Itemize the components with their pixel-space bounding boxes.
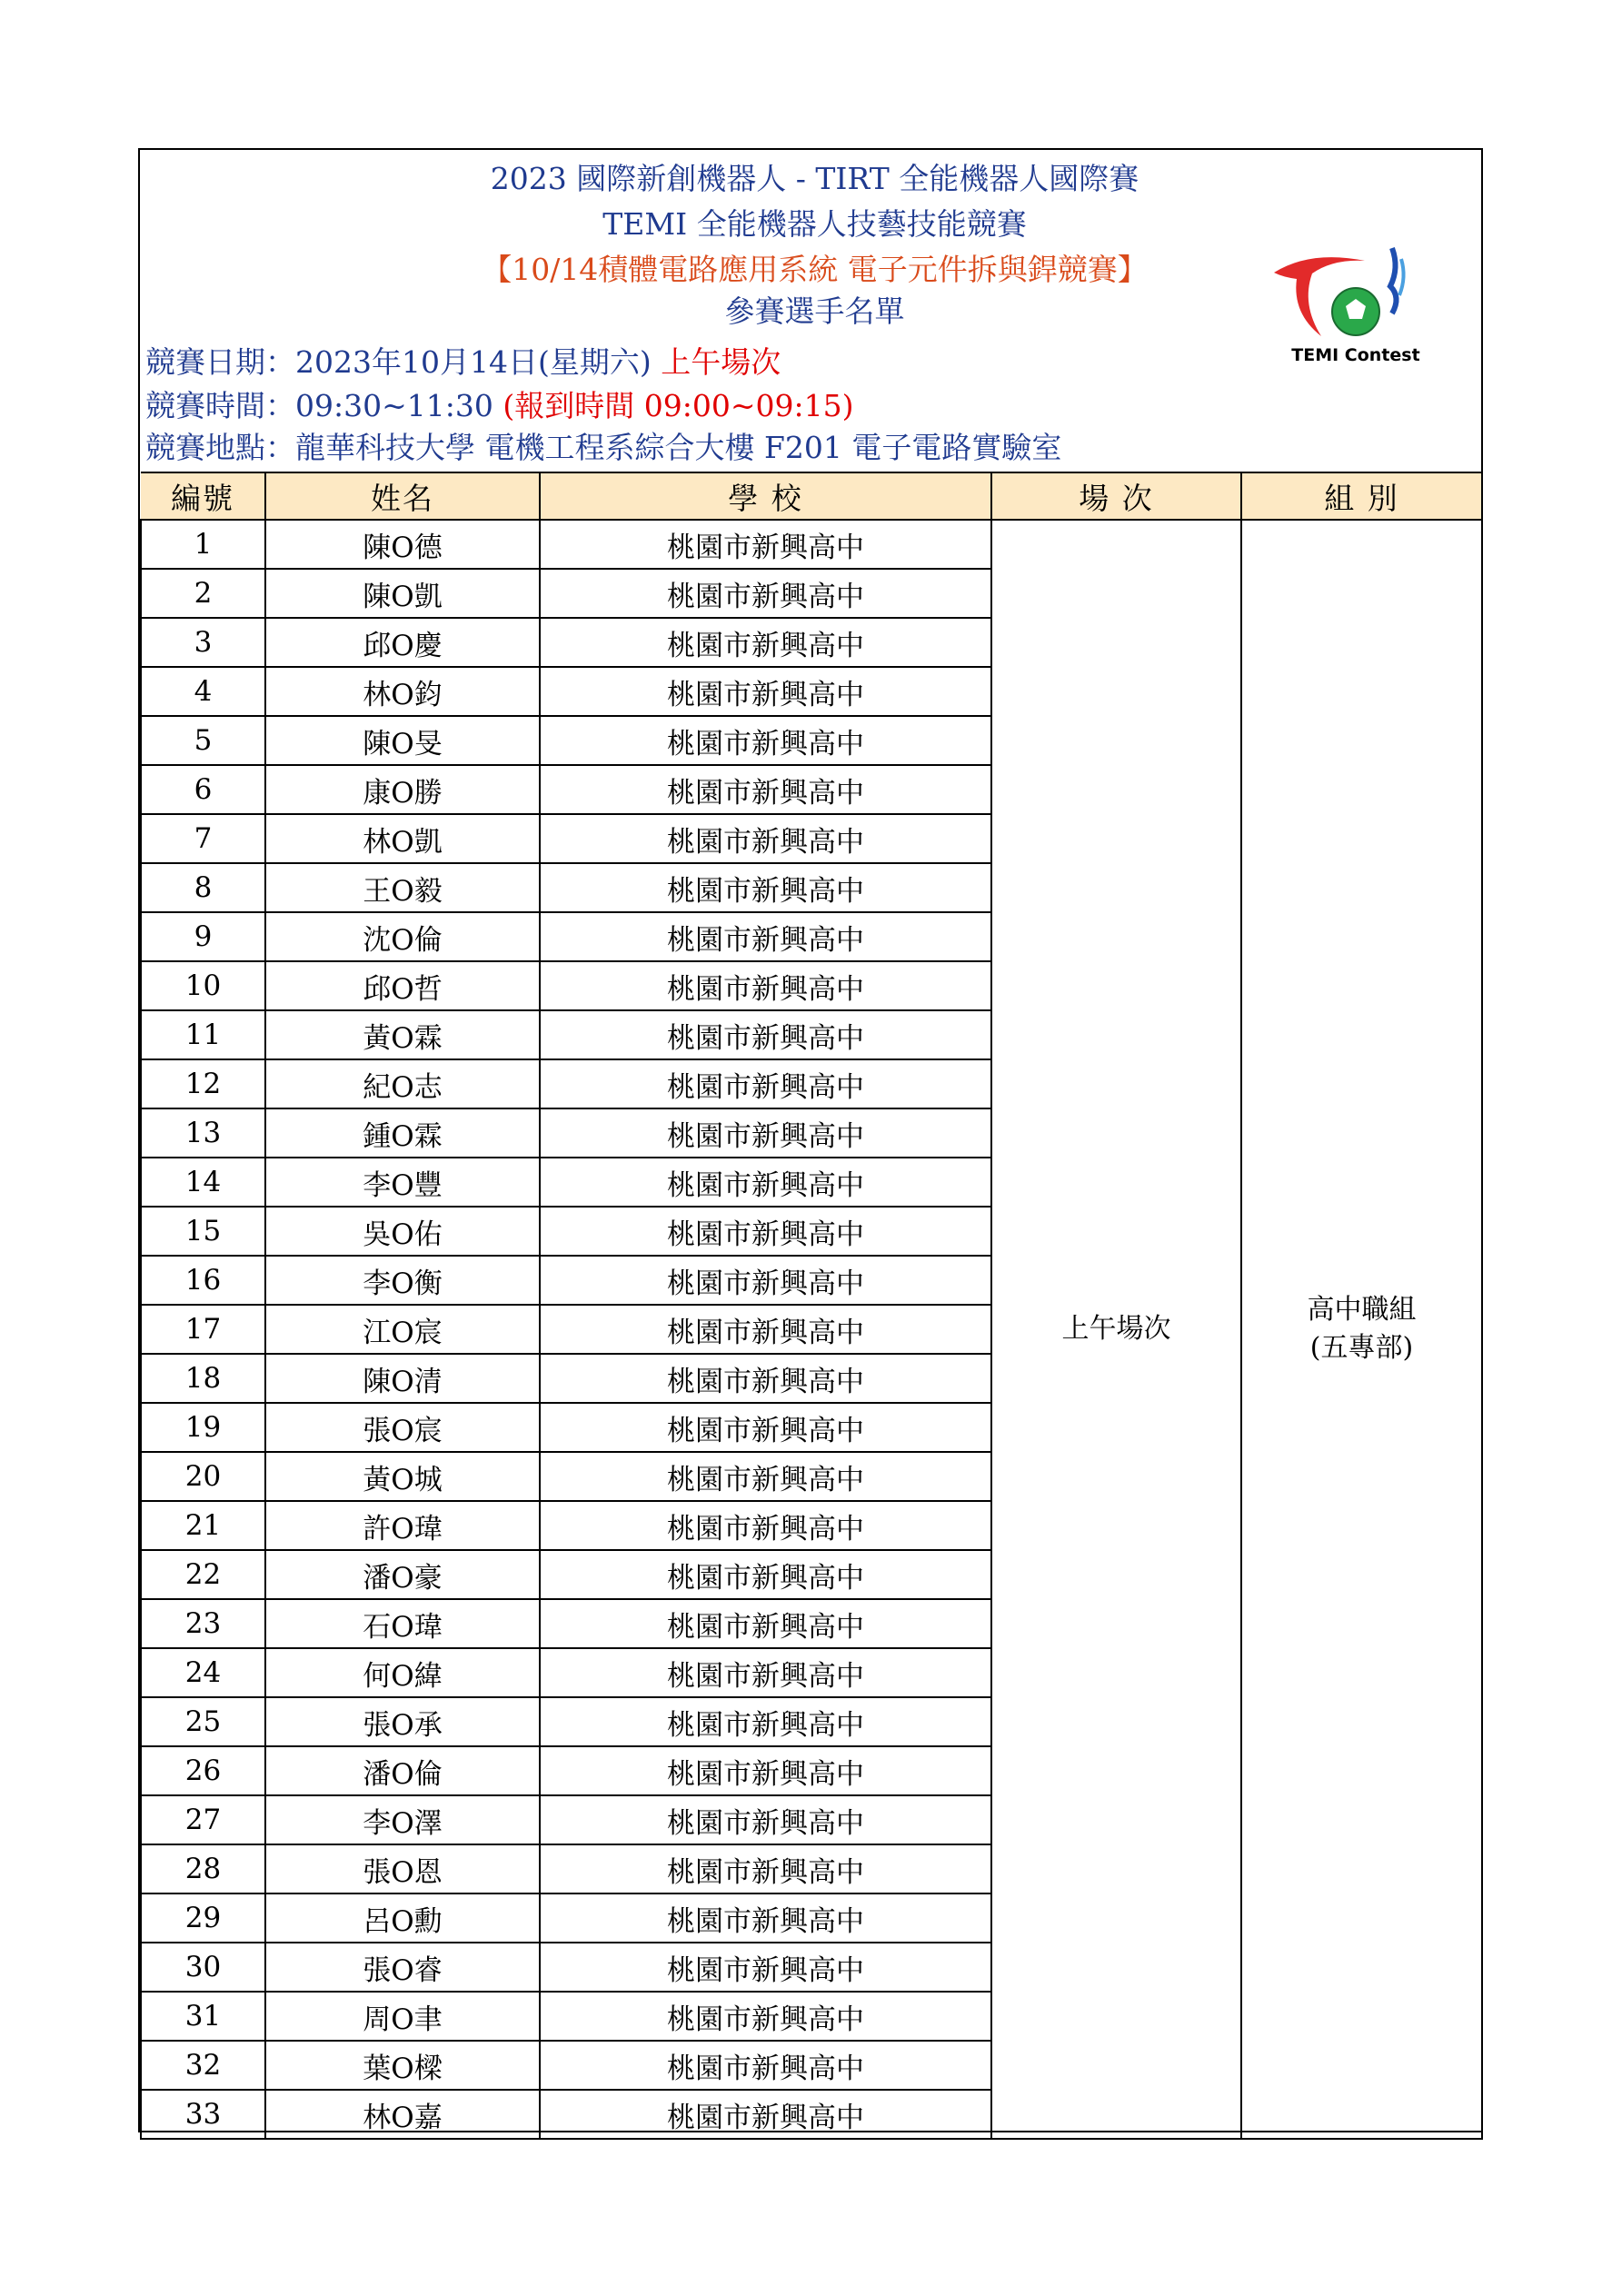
cell-school: 桃園市新興高中 bbox=[540, 618, 991, 667]
cell-school: 桃園市新興高中 bbox=[540, 1305, 991, 1354]
cell-no: 17 bbox=[141, 1305, 265, 1354]
cell-no: 1 bbox=[141, 520, 265, 569]
cell-no: 25 bbox=[141, 1697, 265, 1746]
date-label: 競賽日期：2023年10月14日(星期六) bbox=[145, 344, 652, 380]
cell-no: 29 bbox=[141, 1893, 265, 1943]
cell-school: 桃園市新興高中 bbox=[540, 1992, 991, 2041]
competition-time bbox=[145, 383, 853, 425]
cell-name: 鍾O霖 bbox=[265, 1108, 540, 1158]
header-session: 場 次 bbox=[991, 472, 1241, 520]
cell-name: 潘O倫 bbox=[265, 1746, 540, 1795]
cell-no: 5 bbox=[141, 716, 265, 765]
cell-school: 桃園市新興高中 bbox=[540, 1746, 991, 1795]
cell-no: 11 bbox=[141, 1010, 265, 1059]
cell-name: 張O承 bbox=[265, 1697, 540, 1746]
cell-school: 桃園市新興高中 bbox=[540, 1403, 991, 1452]
cell-school: 桃園市新興高中 bbox=[540, 1550, 991, 1599]
cell-no: 3 bbox=[141, 618, 265, 667]
title-line-4: 參賽選手名單 bbox=[724, 293, 905, 329]
cell-name: 陳O旻 bbox=[265, 716, 540, 765]
cell-name: 陳O清 bbox=[265, 1354, 540, 1403]
cell-name: 葉O樑 bbox=[265, 2041, 540, 2090]
group-line-1: 高中職組 bbox=[1307, 1294, 1417, 1326]
cell-name: 周O聿 bbox=[265, 1992, 540, 2041]
cell-name: 呂O勳 bbox=[265, 1893, 540, 1943]
cell-name: 林O凱 bbox=[265, 814, 540, 863]
cell-name: 黃O霖 bbox=[265, 1010, 540, 1059]
cell-name: 陳O凱 bbox=[265, 569, 540, 618]
cell-no: 31 bbox=[141, 1992, 265, 2041]
cell-name: 陳O德 bbox=[265, 520, 540, 569]
cell-school: 桃園市新興高中 bbox=[540, 814, 991, 863]
cell-no: 22 bbox=[141, 1550, 265, 1599]
cell-school: 桃園市新興高中 bbox=[540, 765, 991, 814]
cell-name: 王O毅 bbox=[265, 863, 540, 912]
cell-no: 12 bbox=[141, 1059, 265, 1108]
cell-school: 桃園市新興高中 bbox=[540, 1059, 991, 1108]
cell-name: 林O嘉 bbox=[265, 2090, 540, 2139]
title-line-1: 2023 國際新創機器人 - TIRT 全能機器人國際賽 bbox=[490, 161, 1139, 196]
cell-name: 張O恩 bbox=[265, 1844, 540, 1893]
cell-no: 8 bbox=[141, 863, 265, 912]
cell-no: 32 bbox=[141, 2041, 265, 2090]
cell-no: 20 bbox=[141, 1452, 265, 1501]
cell-name: 張O睿 bbox=[265, 1943, 540, 1992]
cell-name: 康O勝 bbox=[265, 765, 540, 814]
participant-table bbox=[140, 472, 1483, 2140]
cell-no: 9 bbox=[141, 912, 265, 961]
cell-no: 19 bbox=[141, 1403, 265, 1452]
cell-school: 桃園市新興高中 bbox=[540, 863, 991, 912]
cell-school: 桃園市新興高中 bbox=[540, 1599, 991, 1648]
group-line-2: (五專部) bbox=[1309, 1332, 1414, 1364]
cell-name: 吳O佑 bbox=[265, 1207, 540, 1256]
cell-name: 潘O豪 bbox=[265, 1550, 540, 1599]
cell-name: 紀O志 bbox=[265, 1059, 540, 1108]
cell-no: 30 bbox=[141, 1943, 265, 1992]
header-school: 學 校 bbox=[540, 472, 991, 520]
cell-no: 15 bbox=[141, 1207, 265, 1256]
header-number: 編號 bbox=[141, 472, 265, 520]
competition-venue: 競賽地點：龍華科技大學 電機工程系綜合大樓 F201 電子電路實驗室 bbox=[145, 430, 1062, 465]
cell-school: 桃園市新興高中 bbox=[540, 1795, 991, 1844]
cell-school: 桃園市新興高中 bbox=[540, 1207, 991, 1256]
cell-name: 邱O哲 bbox=[265, 961, 540, 1010]
cell-school: 桃園市新興高中 bbox=[540, 1158, 991, 1207]
time-label: 競賽時間：09:30~11:30 bbox=[145, 388, 493, 423]
cell-no: 33 bbox=[141, 2090, 265, 2139]
cell-name: 林O鈞 bbox=[265, 667, 540, 716]
cell-name: 李O澤 bbox=[265, 1795, 540, 1844]
cell-school: 桃園市新興高中 bbox=[540, 1893, 991, 1943]
date-session: 上午場次 bbox=[661, 344, 781, 380]
checkin-time: (報到時間 09:00~09:15) bbox=[503, 388, 854, 423]
title-line-3: 【10/14積體電路應用系統 電子元件拆與銲競賽】 bbox=[482, 252, 1148, 287]
cell-school: 桃園市新興高中 bbox=[540, 1844, 991, 1893]
cell-no: 16 bbox=[141, 1256, 265, 1305]
cell-name: 張O宸 bbox=[265, 1403, 540, 1452]
cell-no: 18 bbox=[141, 1354, 265, 1403]
cell-school: 桃園市新興高中 bbox=[540, 569, 991, 618]
cell-school: 桃園市新興高中 bbox=[540, 961, 991, 1010]
cell-name: 石O瑋 bbox=[265, 1599, 540, 1648]
header-name: 姓名 bbox=[265, 472, 540, 520]
cell-school: 桃園市新興高中 bbox=[540, 2041, 991, 2090]
cell-no: 10 bbox=[141, 961, 265, 1010]
cell-no: 27 bbox=[141, 1795, 265, 1844]
header-group: 組 別 bbox=[1241, 472, 1482, 520]
cell-school: 桃園市新興高中 bbox=[540, 520, 991, 569]
cell-name: 何O緯 bbox=[265, 1648, 540, 1697]
cell-name: 黃O城 bbox=[265, 1452, 540, 1501]
cell-name: 沈O倫 bbox=[265, 912, 540, 961]
session-cell: 上午場次 bbox=[991, 520, 1241, 2139]
group-cell bbox=[1241, 520, 1482, 2139]
cell-name: 李O衡 bbox=[265, 1256, 540, 1305]
cell-name: 許O瑋 bbox=[265, 1501, 540, 1550]
cell-no: 24 bbox=[141, 1648, 265, 1697]
logo-text: TEMI Contest bbox=[1291, 345, 1420, 365]
cell-school: 桃園市新興高中 bbox=[540, 667, 991, 716]
cell-school: 桃園市新興高中 bbox=[540, 1010, 991, 1059]
cell-no: 2 bbox=[141, 569, 265, 618]
cell-school: 桃園市新興高中 bbox=[540, 912, 991, 961]
cell-no: 6 bbox=[141, 765, 265, 814]
cell-school: 桃園市新興高中 bbox=[540, 1697, 991, 1746]
roster-sheet bbox=[138, 148, 1483, 2132]
cell-school: 桃園市新興高中 bbox=[540, 1108, 991, 1158]
cell-no: 4 bbox=[141, 667, 265, 716]
cell-school: 桃園市新興高中 bbox=[540, 716, 991, 765]
cell-no: 23 bbox=[141, 1599, 265, 1648]
cell-no: 21 bbox=[141, 1501, 265, 1550]
table-row bbox=[141, 520, 1482, 569]
cell-school: 桃園市新興高中 bbox=[540, 1648, 991, 1697]
cell-name: 李O豐 bbox=[265, 1158, 540, 1207]
cell-school: 桃園市新興高中 bbox=[540, 1256, 991, 1305]
cell-school: 桃園市新興高中 bbox=[540, 1452, 991, 1501]
cell-no: 26 bbox=[141, 1746, 265, 1795]
cell-no: 28 bbox=[141, 1844, 265, 1893]
cell-school: 桃園市新興高中 bbox=[540, 2090, 991, 2139]
cell-school: 桃園市新興高中 bbox=[540, 1354, 991, 1403]
cell-school: 桃園市新興高中 bbox=[540, 1501, 991, 1550]
cell-no: 13 bbox=[141, 1108, 265, 1158]
cell-no: 14 bbox=[141, 1158, 265, 1207]
cell-no: 7 bbox=[141, 814, 265, 863]
cell-name: 江O宸 bbox=[265, 1305, 540, 1354]
table-header-row bbox=[141, 472, 1482, 520]
competition-date bbox=[145, 339, 781, 382]
soccer-ball-logo-icon bbox=[1256, 241, 1456, 368]
table-body bbox=[141, 520, 1482, 2139]
cell-school: 桃園市新興高中 bbox=[540, 1943, 991, 1992]
title-line-2: TEMI 全能機器人技藝技能競賽 bbox=[602, 206, 1027, 242]
cell-name: 邱O慶 bbox=[265, 618, 540, 667]
